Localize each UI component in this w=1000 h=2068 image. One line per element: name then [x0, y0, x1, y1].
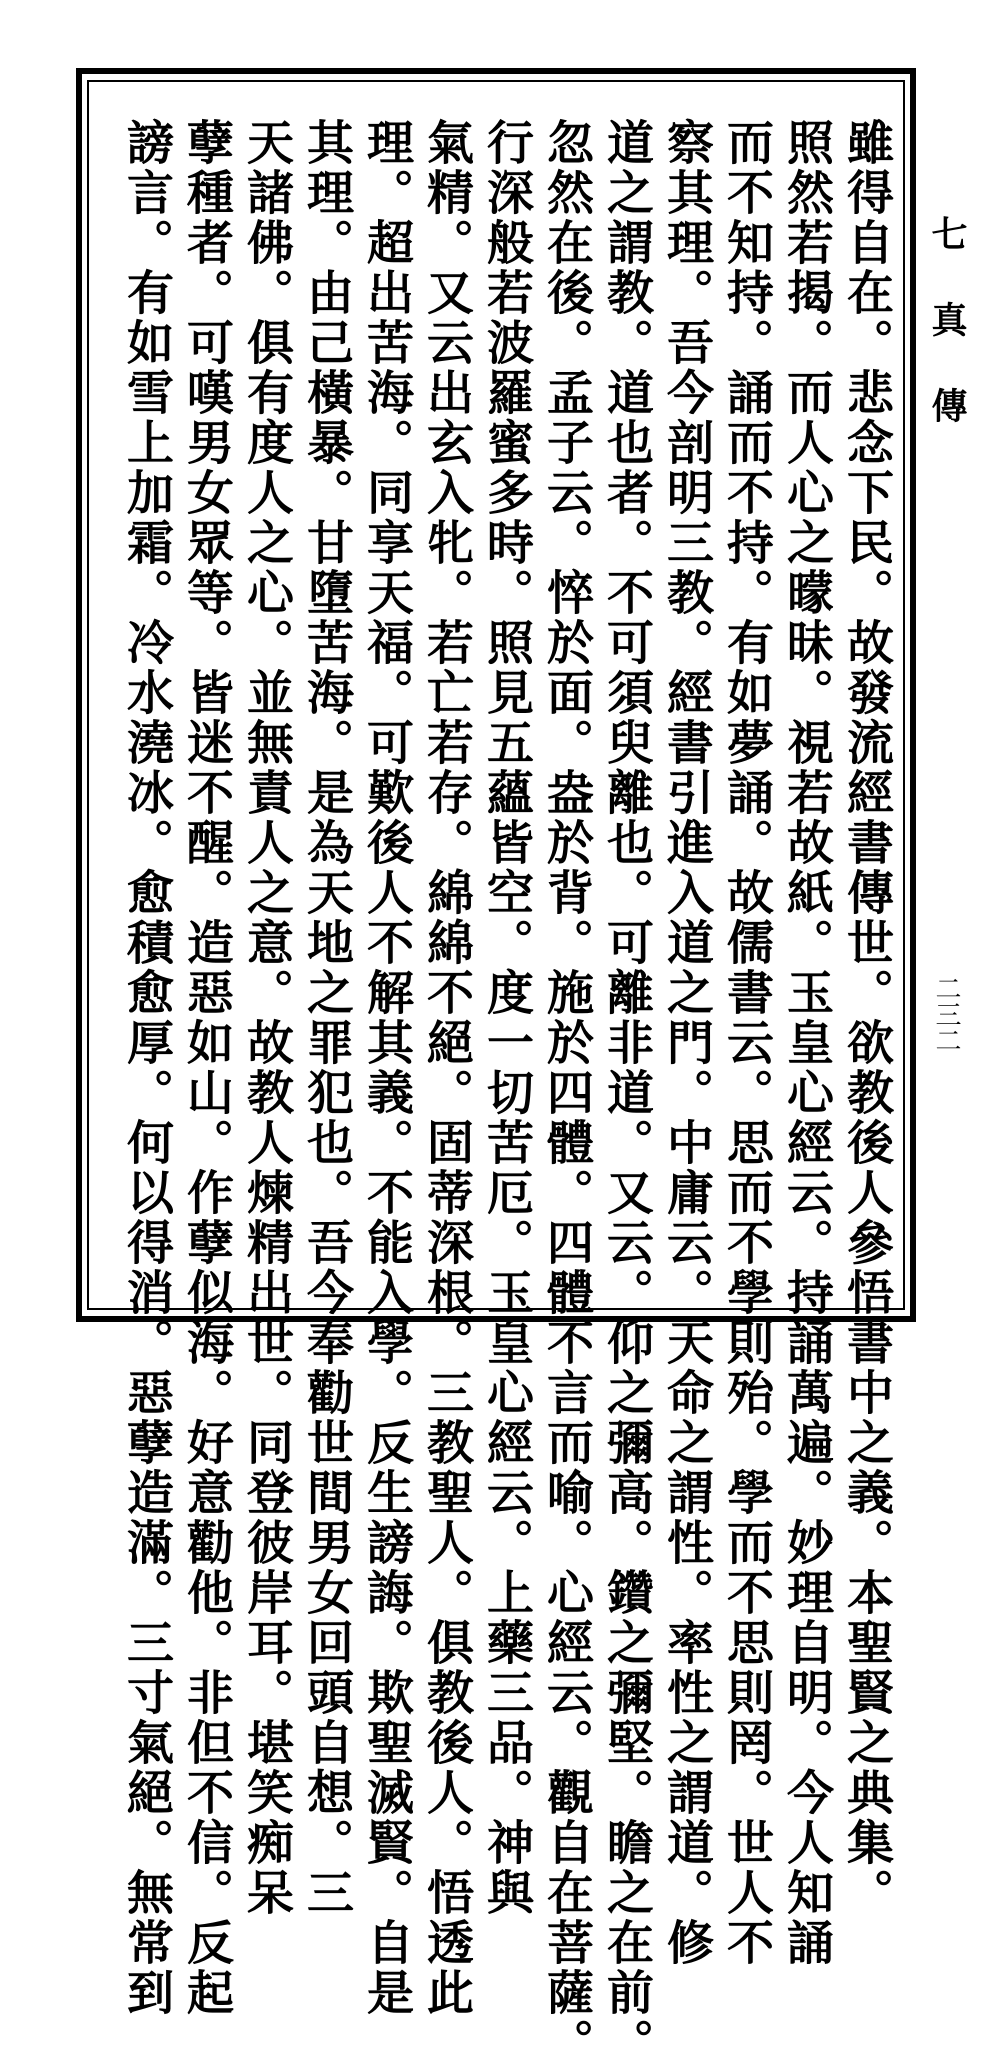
text-column-13: 謗言。有如雪上加霜。冷水澆冰。愈積愈厚。何以得消。惡孽造滿。三寸氣絕。無常到	[119, 118, 174, 2018]
text-column-4: 察其理。吾今剖明三教。經書引進入道之門。中庸云。天命之謂性。率性之謂道。修	[659, 118, 714, 1968]
text-column-7: 行深般若波羅蜜多時。照見五蘊皆空。度一切苦厄。玉皇心經云。上藥三品。神與	[479, 118, 534, 1918]
text-column-8: 氣精。又云出玄入牝。若亡若存。綿綿不絕。固蒂深根。三教聖人。俱教後人。悟透此	[419, 118, 474, 2018]
text-column-10: 其理。由己橫暴。甘墮苦海。是為天地之罪犯也。吾今奉勸世間男女回頭自想。三	[299, 118, 354, 1918]
page-number: 二三二	[931, 975, 961, 1053]
text-column-11: 天諸佛。俱有度人之心。並無責人之意。故教人煉精出世。同登彼岸耳。堪笑痴呆	[239, 118, 294, 1918]
text-column-3: 而不知持。誦而不持。有如夢誦。故儒書云。思而不學則殆。學而不思則罔。世人不	[719, 118, 774, 1968]
text-column-6: 忽然在後。孟子云。悴於面。盎於背。施於四體。四體不言而喻。心經云。觀自在菩薩。	[539, 118, 594, 2068]
text-body	[112, 118, 894, 2068]
text-column-9: 理。超出苦海。同享天福。可歎後人不解其義。不能入學。反生謗誨。欺聖滅賢。自是	[359, 118, 414, 2018]
text-column-5: 道之謂教。道也者。不可須臾離也。可離非道。又云。仰之彌高。鑽之彌堅。瞻之在前。	[599, 118, 654, 2068]
text-column-12: 孽種者。可嘆男女眾等。皆迷不醒。造惡如山。作孽似海。好意勸他。非但不信。反起	[179, 118, 234, 2018]
text-column-1: 雖得自在。悲念下民。故發流經書傳世。欲教後人參悟書中之義。本聖賢之典集。	[839, 118, 894, 1918]
margin-title: 七真傳	[926, 215, 968, 473]
text-column-2: 照然若揭。而人心之曚昧。視若故紙。玉皇心經云。持誦萬遍。妙理自明。今人知誦	[779, 118, 834, 1968]
